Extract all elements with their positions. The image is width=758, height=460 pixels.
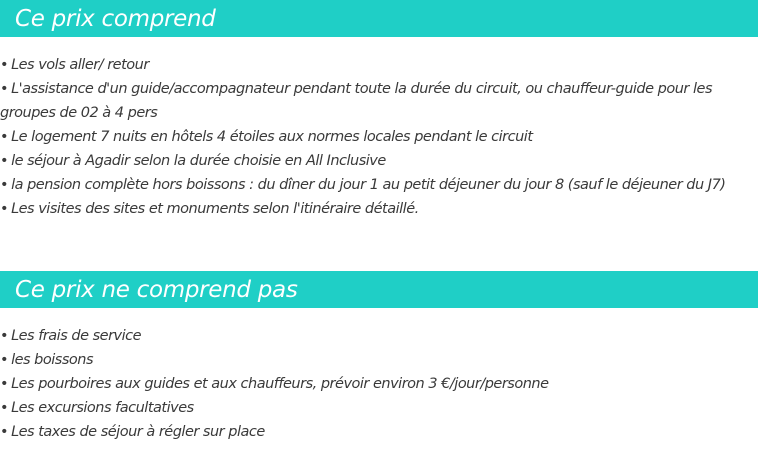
excluded-list xyxy=(0,324,758,444)
bullet-icon: • xyxy=(0,153,9,169)
list-item: • Les taxes de séjour à régler sur place xyxy=(0,424,265,440)
bullet-icon: • xyxy=(0,328,9,344)
bullet-icon: • xyxy=(0,81,9,97)
bullet-icon: • xyxy=(0,352,9,368)
list-item: • Les excursions facultatives xyxy=(0,400,194,416)
list-item: • Le logement 7 nuits en hôtels 4 étoiles aux normes locales pendant le circuit xyxy=(0,129,533,145)
bullet-icon: • xyxy=(0,376,9,392)
included-section-header xyxy=(0,0,758,37)
list-item: • les boissons xyxy=(0,352,94,368)
list-item: • la pension complète hors boissons : du dîner du jour 1 au petit déjeuner du jour 8 (sauf le déjeuner du J7) xyxy=(0,177,726,193)
excluded-section-title: Ce prix ne comprend pas xyxy=(15,276,298,303)
bullet-icon: • xyxy=(0,177,9,193)
list-item: • Les frais de service xyxy=(0,328,142,344)
list-item: • Les pourboires aux guides et aux chauffeurs, prévoir environ 3 €/jour/personne xyxy=(0,376,549,392)
list-item: • Les visites des sites et monuments selon l'itinéraire détaillé. xyxy=(0,201,419,217)
list-item: • Les vols aller/ retour xyxy=(0,57,149,73)
included-list xyxy=(0,53,758,221)
included-section-title: Ce prix comprend xyxy=(15,5,216,32)
excluded-section-header xyxy=(0,271,758,308)
bullet-icon: • xyxy=(0,400,9,416)
bullet-icon: • xyxy=(0,424,9,440)
bullet-icon: • xyxy=(0,57,9,73)
bullet-icon: • xyxy=(0,129,9,145)
list-item: • L'assistance d'un guide/accompagnateur pendant toute la durée du circuit, ou chauffeur-guide pour les groupes de 02 à 4 pers xyxy=(0,81,713,121)
bullet-icon: • xyxy=(0,201,9,217)
list-item: • le séjour à Agadir selon la durée choisie en All Inclusive xyxy=(0,153,386,169)
